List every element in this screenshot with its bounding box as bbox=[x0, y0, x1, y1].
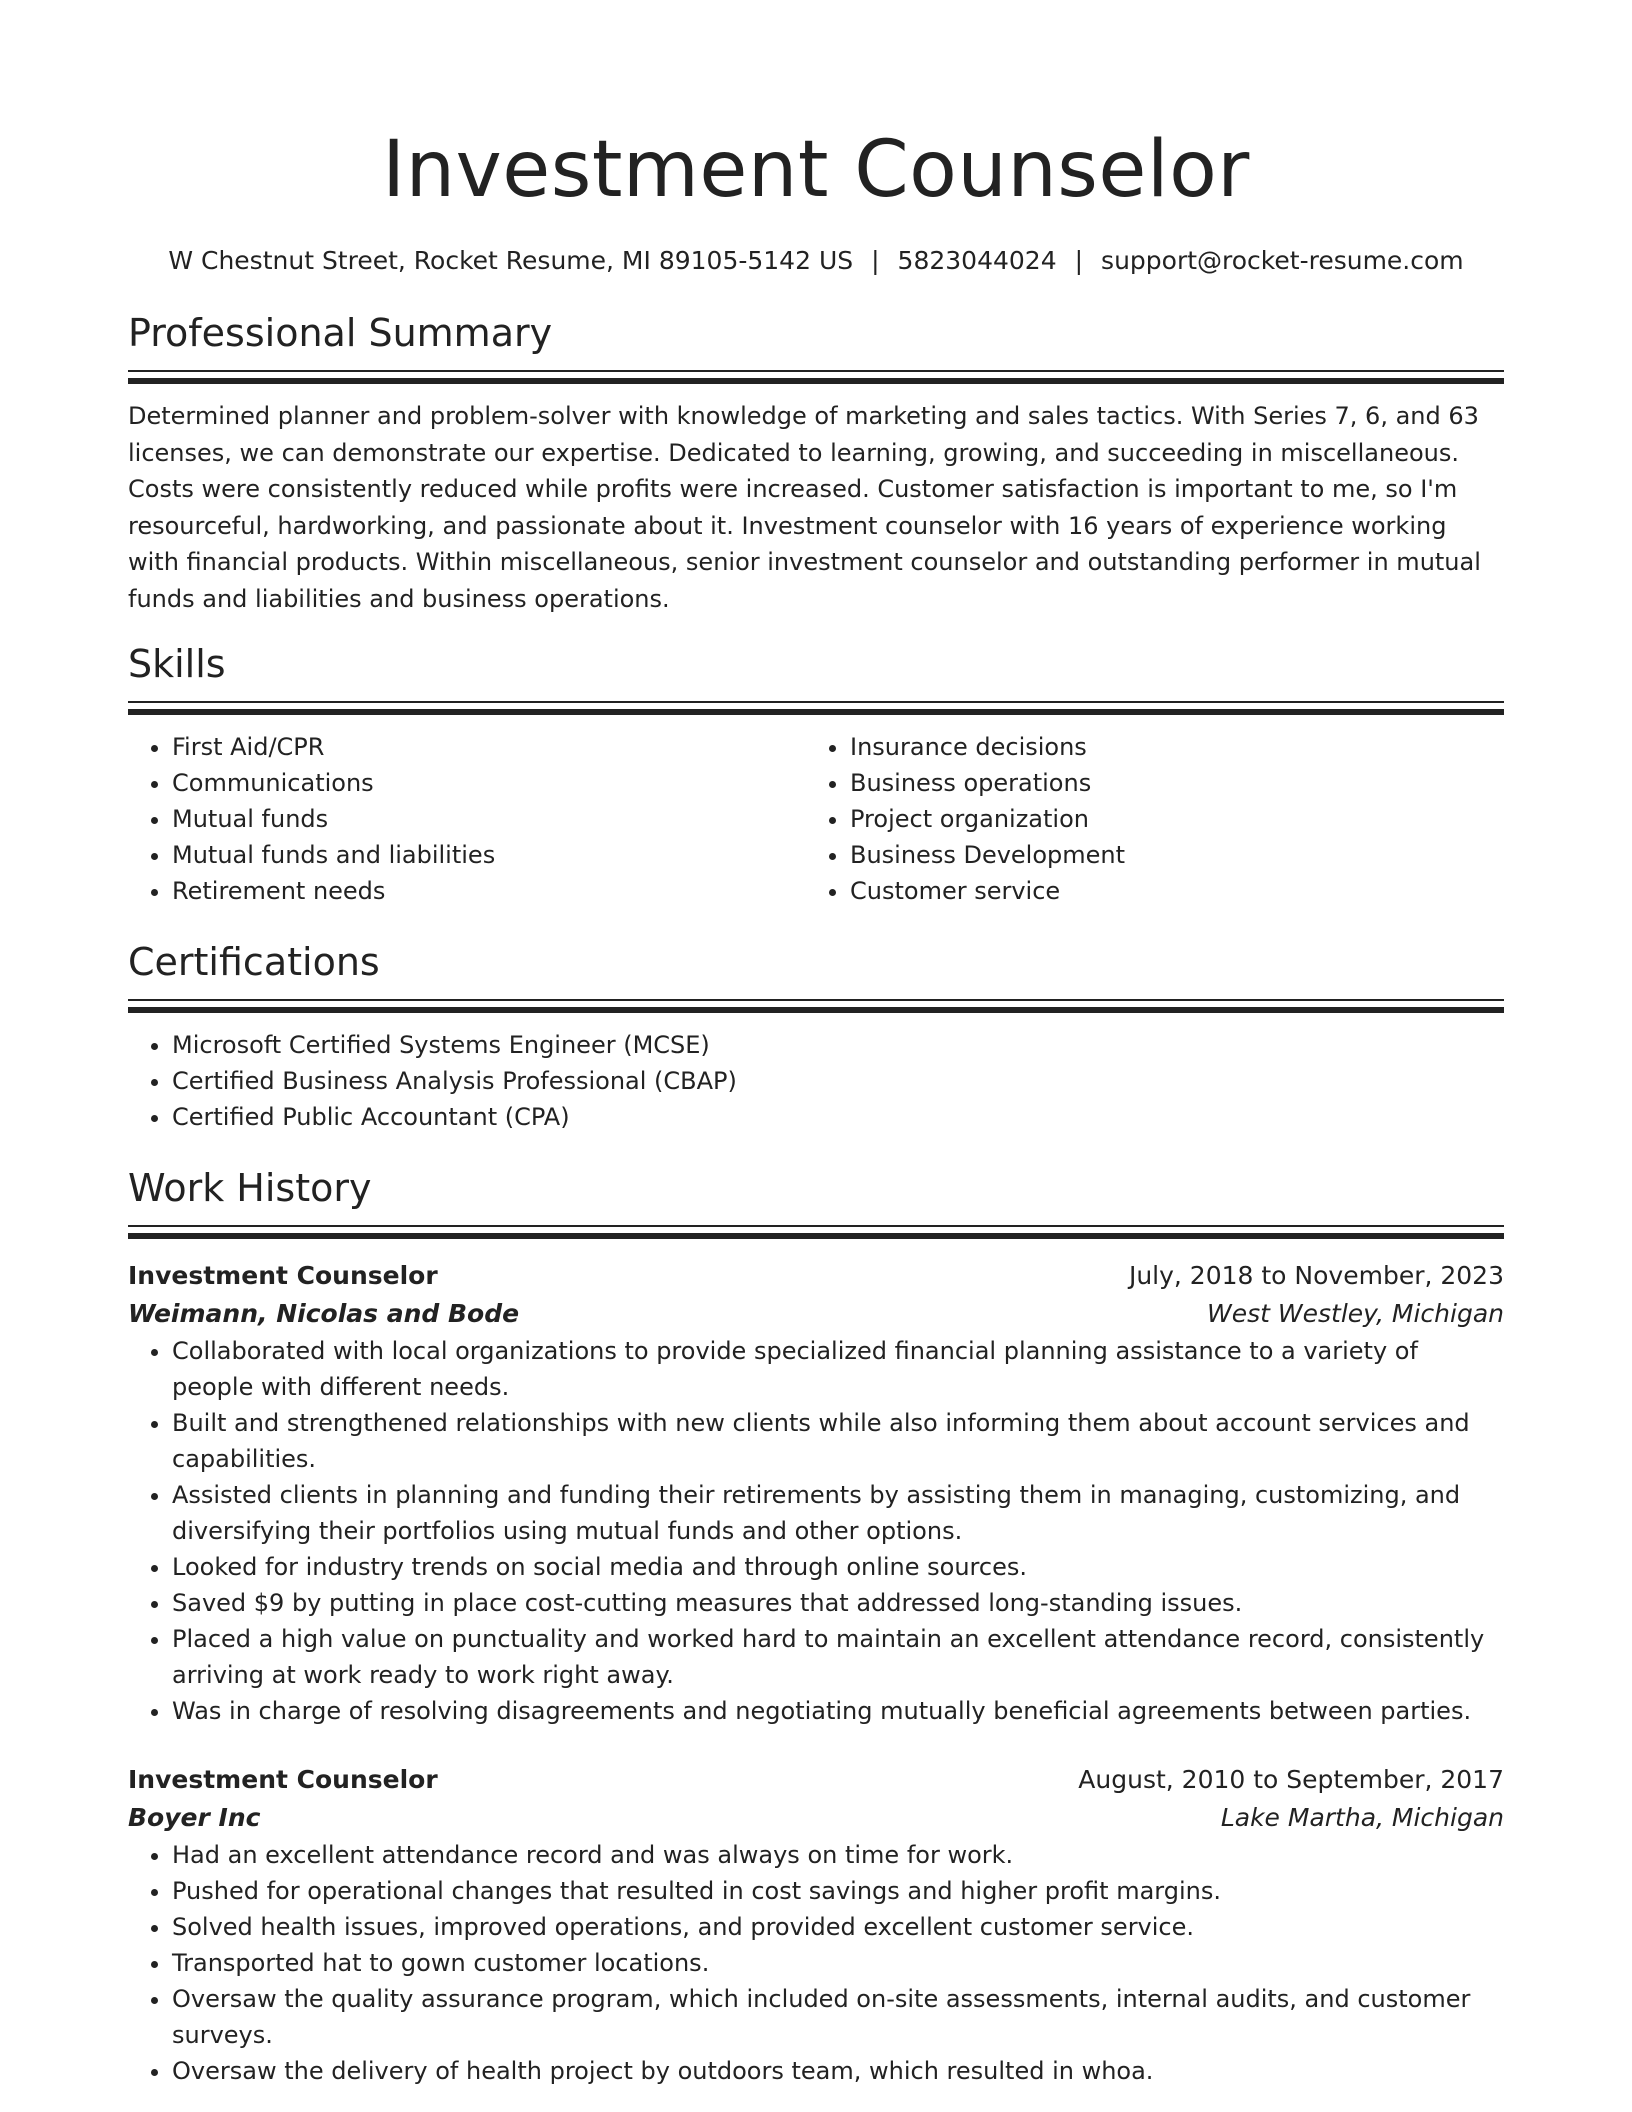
certification-item: • Certified Business Analysis Professional (CBAP) bbox=[172, 1063, 1504, 1099]
job-entry bbox=[128, 1257, 1504, 1729]
certifications-section bbox=[128, 939, 1504, 1135]
job-bullet: • Built and strengthened relationships with new clients while also informing them about account services and capabilities. bbox=[172, 1405, 1504, 1477]
job-bullet: • Looked for industry trends on social media and through online sources. bbox=[172, 1549, 1504, 1585]
job-bullet: • Oversaw the delivery of health project by outdoors team, which resulted in whoa. bbox=[172, 2053, 1504, 2089]
job-bullet: • Saved $9 by putting in place cost-cutting measures that addressed long-standing issues. bbox=[172, 1585, 1504, 1621]
job-bullet: • Placed a high value on punctuality and worked hard to maintain an excellent attendance record, consistently arriving at work ready to work right away. bbox=[172, 1621, 1504, 1693]
section-divider bbox=[128, 999, 1504, 1015]
skill-item: • Retirement needs bbox=[172, 873, 806, 909]
section-divider bbox=[128, 370, 1504, 386]
work-history-section bbox=[128, 1165, 1504, 2089]
skill-item: • Business Development bbox=[850, 837, 1484, 873]
certification-item: • Microsoft Certified Systems Engineer (MCSE) bbox=[172, 1027, 1504, 1063]
job-header-row bbox=[128, 1761, 1504, 1799]
section-heading-skills: Skills bbox=[128, 642, 226, 686]
job-dates: July, 2018 to November, 2023 bbox=[1128, 1261, 1504, 1290]
skill-item: • Mutual funds bbox=[172, 801, 806, 837]
job-bullets bbox=[128, 1333, 1504, 1729]
job-bullet: • Oversaw the quality assurance program, which included on-site assessments, internal audits, and customer surveys. bbox=[172, 1981, 1504, 2053]
section-heading-certifications: Certifications bbox=[128, 940, 380, 984]
job-location: West Westley, Michigan bbox=[1207, 1299, 1504, 1328]
skill-item: • Project organization bbox=[850, 801, 1484, 837]
contact-email: support@rocket-resume.com bbox=[1101, 246, 1464, 275]
contact-line bbox=[128, 244, 1504, 278]
skills-column-left bbox=[128, 729, 806, 909]
section-divider bbox=[128, 1225, 1504, 1241]
job-bullet: • Assisted clients in planning and funding their retirements by assisting them in managing, customizing, and diversifying their portfolios using mutual funds and other options. bbox=[172, 1477, 1504, 1549]
skills-section bbox=[128, 641, 1504, 909]
resume-title: Investment Counselor bbox=[382, 125, 1250, 215]
job-bullets bbox=[128, 1837, 1504, 2089]
contact-phone: 5823044024 bbox=[897, 246, 1057, 275]
skill-item: • Business operations bbox=[850, 765, 1484, 801]
job-title: Investment Counselor bbox=[128, 1765, 438, 1794]
certification-item: • Certified Public Accountant (CPA) bbox=[172, 1099, 1504, 1135]
job-bullet: • Was in charge of resolving disagreements and negotiating mutually beneficial agreements between parties. bbox=[172, 1693, 1504, 1729]
job-bullet: • Transported hat to gown customer locations. bbox=[172, 1945, 1504, 1981]
job-header-row bbox=[128, 1257, 1504, 1295]
contact-address: W Chestnut Street, Rocket Resume, MI 89105-5142 US bbox=[168, 246, 854, 275]
job-company: Boyer Inc bbox=[128, 1803, 261, 1832]
skills-column-right bbox=[806, 729, 1484, 909]
contact-separator: | bbox=[1074, 246, 1084, 275]
skill-item: • Communications bbox=[172, 765, 806, 801]
skill-item: • Insurance decisions bbox=[850, 729, 1484, 765]
job-bullet: • Pushed for operational changes that resulted in cost savings and higher profit margins. bbox=[172, 1873, 1504, 1909]
section-divider bbox=[128, 701, 1504, 717]
job-dates: August, 2010 to September, 2017 bbox=[1078, 1765, 1504, 1794]
skill-item: • First Aid/CPR bbox=[172, 729, 806, 765]
job-entry bbox=[128, 1761, 1504, 2089]
skills-grid bbox=[128, 729, 1504, 909]
job-bullet: • Solved health issues, improved operations, and provided excellent customer service. bbox=[172, 1909, 1504, 1945]
skill-item: • Customer service bbox=[850, 873, 1484, 909]
job-bullet: • Had an excellent attendance record and was always on time for work. bbox=[172, 1837, 1504, 1873]
summary-section bbox=[128, 310, 1504, 617]
skill-item: • Mutual funds and liabilities bbox=[172, 837, 806, 873]
contact-separator: | bbox=[871, 246, 880, 275]
job-company: Weimann, Nicolas and Bode bbox=[128, 1299, 520, 1328]
section-heading-work-history: Work History bbox=[128, 1166, 372, 1210]
job-company-row bbox=[128, 1799, 1504, 1837]
resume-page bbox=[128, 0, 1504, 2089]
job-company-row bbox=[128, 1295, 1504, 1333]
job-title: Investment Counselor bbox=[128, 1261, 438, 1290]
job-location: Lake Martha, Michigan bbox=[1220, 1803, 1504, 1832]
summary-text: Determined planner and problem-solver with knowledge of marketing and sales tactics. With Series 7, 6, and 63 licenses, we can demonstrate our expertise. Dedicated to learning, growing, and succeeding in miscellaneous. Costs were consistently reduced while profits were increased. Customer satisfaction is important to me, so I'm resourceful, hardworking, and passionate about it. Investment counselor with 16 years of experience working with financial products. Within miscellaneous, senior investment counselor and outstanding performer in mutual funds and liabilities and business operations. bbox=[128, 402, 1481, 613]
section-heading-summary: Professional Summary bbox=[128, 311, 553, 355]
job-bullet: • Collaborated with local organizations to provide specialized financial planning assistance to a variety of people with different needs. bbox=[172, 1333, 1504, 1405]
